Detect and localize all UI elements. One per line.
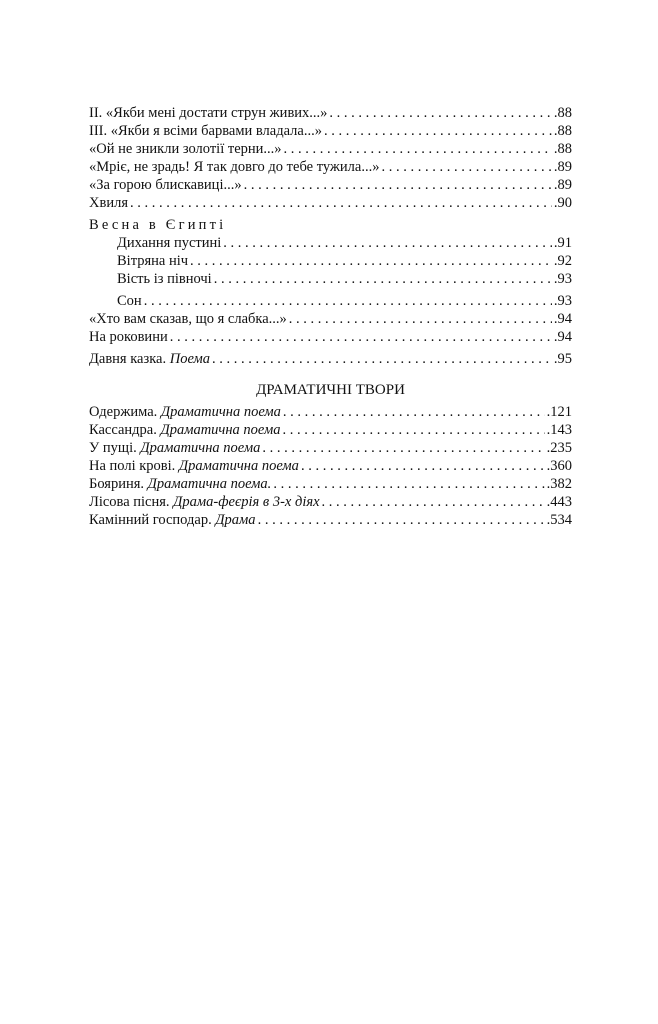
toc-entry-genre: Поема [169, 351, 211, 367]
toc-entry [89, 511, 572, 529]
toc-entry-title: ІІІ. «Якби я всіми барвами владала...» [89, 123, 322, 139]
toc-entry [89, 457, 572, 475]
toc-entry-title [89, 475, 271, 493]
toc-entry [89, 122, 572, 140]
toc-entry-page: .89 [553, 177, 572, 193]
toc-entry [89, 328, 572, 346]
toc-entry [89, 104, 572, 122]
dot-leader [329, 104, 551, 122]
toc-entry-title [89, 457, 299, 475]
toc-entry [89, 439, 572, 457]
toc-entry-page: .95 [553, 351, 572, 367]
dot-leader [244, 176, 552, 194]
toc-entry-title: «Хто вам сказав, що я слабка...» [89, 311, 287, 327]
toc-entry [89, 421, 572, 439]
toc-entry-page: .93 [553, 293, 572, 309]
toc-entry-genre: Драматична поема [178, 458, 299, 474]
toc-entry-title: Сон [117, 293, 142, 309]
toc-entry-page: .92 [553, 253, 572, 269]
toc-entry-title [89, 421, 281, 439]
toc-entry-page: .91 [553, 235, 572, 251]
toc-entry-title: Дихання пустині [117, 235, 222, 251]
toc-entry-genre: Драма-феєрія в 3-х діях [173, 494, 320, 510]
table-of-contents [89, 104, 572, 529]
dot-leader [324, 122, 552, 140]
toc-entry-main-title: Кассандра. [89, 422, 157, 438]
toc-entry-page: .121 [546, 404, 572, 420]
toc-entry-main-title: Камінний господар. [89, 512, 212, 528]
toc-entry-genre: Драматична поема [160, 404, 281, 420]
toc-entry-title [89, 493, 320, 511]
dot-leader [284, 140, 552, 158]
dot-leader [190, 252, 552, 270]
toc-entry-title [89, 403, 281, 421]
toc-entry-genre: Драматична поема [160, 422, 281, 438]
toc-entry-title: Вість із півночі [117, 271, 212, 287]
toc-entry [89, 350, 572, 368]
toc-entry-main-title: Одержима. [89, 404, 158, 420]
toc-entry-page: .94 [553, 329, 572, 345]
dot-leader [144, 292, 552, 310]
dot-leader [214, 270, 552, 288]
toc-entry [89, 310, 572, 328]
toc-entry-page: .89 [553, 159, 572, 175]
toc-entry-genre: Драма [215, 512, 256, 528]
dot-leader [212, 350, 552, 368]
dot-leader [223, 234, 552, 252]
toc-entry-page: .382 [546, 476, 572, 492]
toc-entry-title: Хвиля [89, 195, 128, 211]
toc-entry-title: «За горою блискавиці...» [89, 177, 242, 193]
dot-leader [258, 511, 545, 529]
dot-leader [262, 439, 544, 457]
toc-entry-page: .360 [546, 458, 572, 474]
toc-entry-title: «Мріє, не зрадь! Я так довго до тебе тужила...» [89, 159, 380, 175]
toc-entry-page: .88 [553, 105, 572, 121]
toc-entry-main-title: У пущі. [89, 440, 137, 456]
dot-leader [289, 310, 552, 328]
toc-entry-main-title: Лісова пісня. [89, 494, 170, 510]
toc-entry-title: Вітряна ніч [117, 253, 189, 269]
toc-entry [89, 493, 572, 511]
toc-subentry [89, 292, 572, 310]
toc-entry-title: На роковини [89, 329, 168, 345]
toc-entry [89, 176, 572, 194]
dot-leader [130, 194, 552, 212]
toc-entry-title [89, 439, 260, 457]
toc-entry-main-title: На полі крові. [89, 458, 176, 474]
toc-entry [89, 194, 572, 212]
section-heading: Весна в Єгипті [89, 217, 227, 233]
dot-leader [381, 158, 551, 176]
dot-leader [170, 328, 552, 346]
toc-subentry [89, 252, 572, 270]
toc-entry-genre: Драматична поема [140, 440, 261, 456]
toc-entry-page: .534 [546, 512, 572, 528]
toc-subentry [89, 270, 572, 288]
toc-entry-genre: Драматична поема. [147, 476, 272, 492]
toc-entry [89, 475, 572, 493]
toc-entry-page: .143 [546, 422, 572, 438]
toc-entry [89, 158, 572, 176]
toc-entry-main-title: Давня казка. [89, 351, 167, 367]
dot-leader [273, 475, 544, 493]
toc-entry-page: .235 [546, 440, 572, 456]
toc-entry-page: .93 [553, 271, 572, 287]
dot-leader [283, 403, 545, 421]
toc-entry-page: .90 [553, 195, 572, 211]
toc-entry [89, 403, 572, 421]
toc-entry-title [89, 350, 210, 368]
toc-entry-page: .88 [553, 141, 572, 157]
dot-leader [322, 493, 545, 511]
toc-entry-page: .443 [546, 494, 572, 510]
toc-subentry [89, 234, 572, 252]
toc-entry-main-title: Бояриня. [89, 476, 145, 492]
toc-entry [89, 140, 572, 158]
dot-leader [301, 457, 545, 475]
toc-entry-page: .88 [553, 123, 572, 139]
dot-leader [283, 421, 545, 439]
toc-entry-page: .94 [553, 311, 572, 327]
toc-entry-title [89, 511, 256, 529]
toc-entry-title: ІІ. «Якби мені достати струн живих...» [89, 105, 328, 121]
toc-entry-title: «Ой не зникли золотії терни...» [89, 141, 282, 157]
section-heading-dramatic-works: ДРАМАТИЧНІ ТВОРИ [256, 382, 405, 398]
